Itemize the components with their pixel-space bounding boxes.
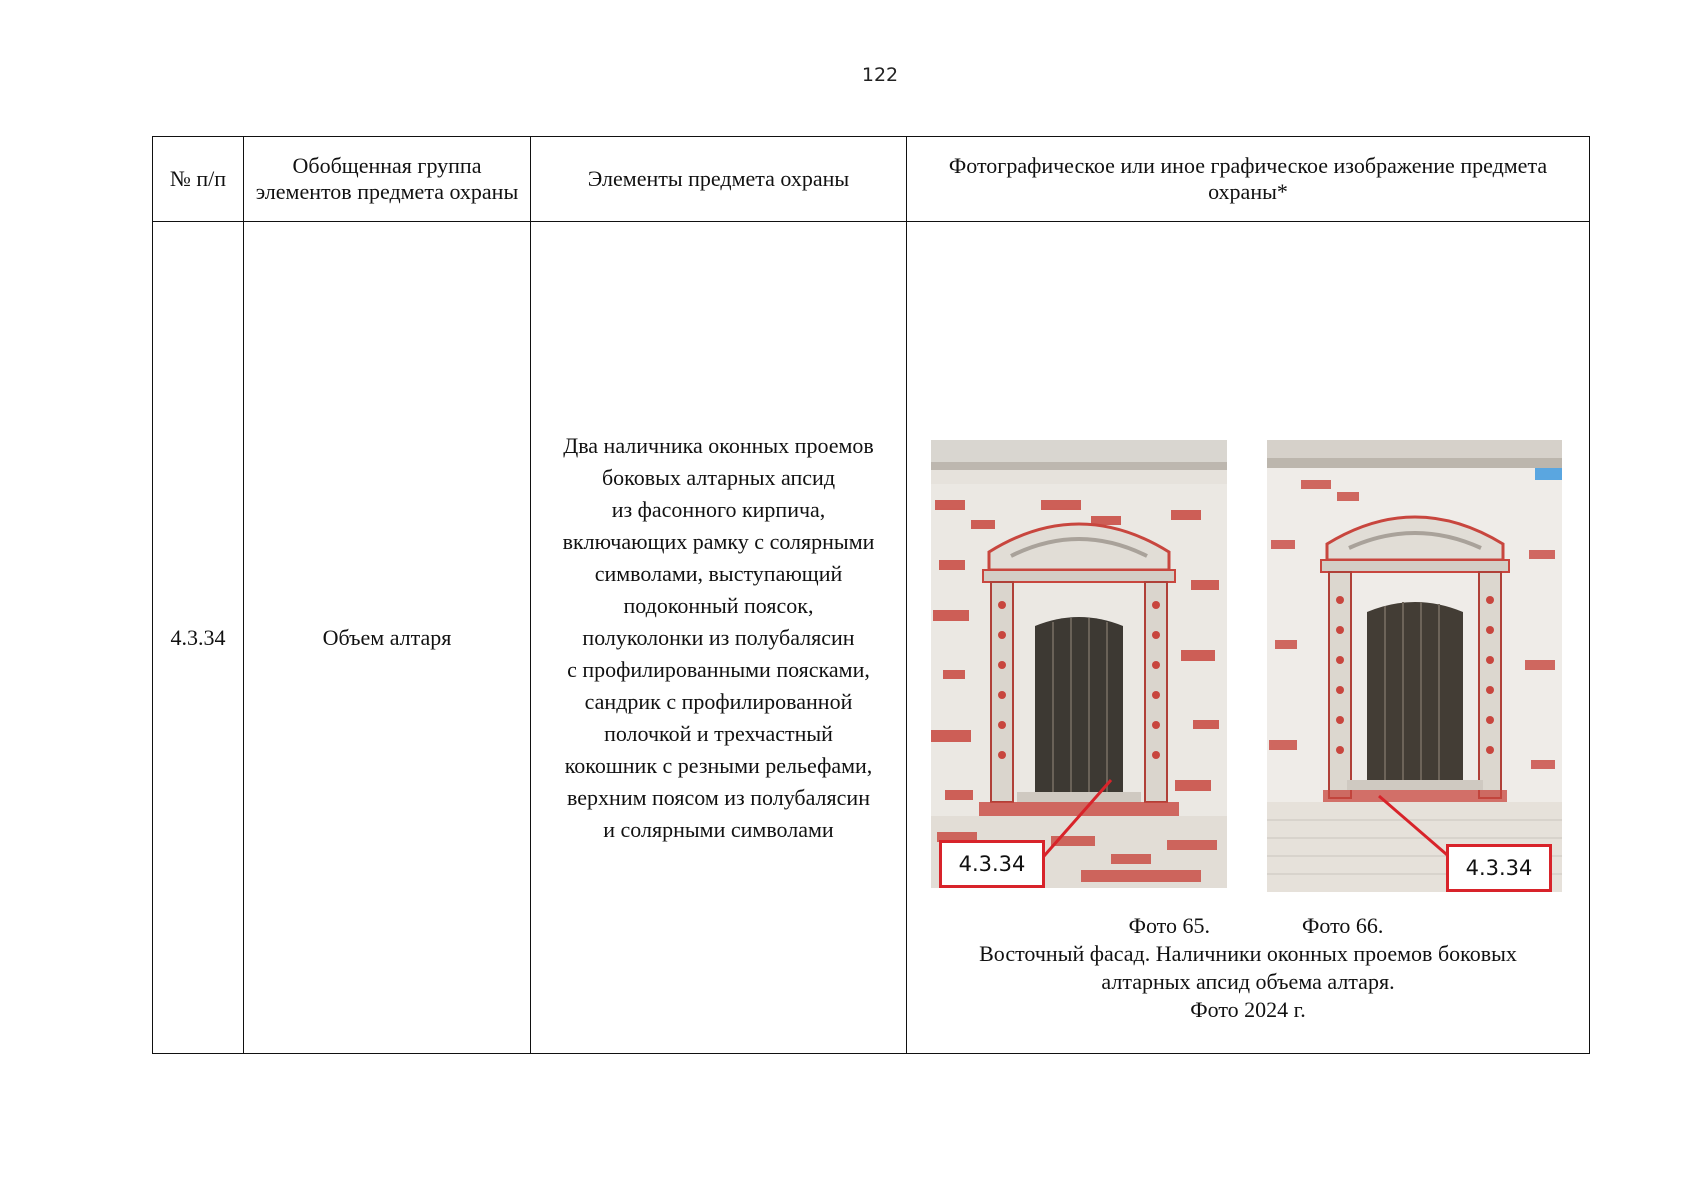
element-number-tag-1: 4.3.34 — [939, 840, 1045, 888]
photo-numbers-row — [907, 912, 1589, 940]
protection-elements-table — [152, 136, 1590, 1054]
row-num: 4.3.34 — [153, 222, 244, 1054]
elements-line: включающих рамку с солярными — [562, 528, 875, 554]
elements-line: из фасонного кирпича, — [611, 496, 826, 522]
row-elements — [531, 222, 907, 1054]
row-images — [907, 222, 1590, 1054]
elements-line: сандрик с профилированной — [584, 688, 853, 714]
caption-line: Фото 2024 г. — [1190, 997, 1306, 1022]
elements-line: полочкой и трехчастный — [604, 720, 833, 746]
table-header-row — [153, 137, 1590, 222]
row-group: Объем алтаря — [244, 222, 531, 1054]
table-row — [153, 222, 1590, 1054]
elements-line: Два наличника оконных проемов — [563, 432, 874, 458]
elements-line: с профилированными поясками, — [567, 656, 870, 682]
page-number: 122 — [861, 64, 899, 86]
header-num: № п/п — [153, 137, 244, 222]
photo-captions — [907, 912, 1589, 1024]
caption-line: Восточный фасад. Наличники оконных проемов боковых — [979, 941, 1517, 966]
header-image: Фотографическое или иное графическое изображение предмета охраны* — [907, 137, 1590, 222]
header-group: Обобщенная группа элементов предмета охраны — [244, 137, 531, 222]
caption-photo-65: Фото 65. — [1128, 913, 1210, 938]
photo-66 — [1267, 440, 1562, 892]
caption-photo-66: Фото 66. — [1302, 913, 1384, 938]
elements-line: кокошник с резными рельефами, — [564, 752, 873, 778]
photo-65 — [931, 440, 1227, 888]
elements-line: и солярными символами — [603, 816, 834, 842]
header-elements: Элементы предмета охраны — [531, 137, 907, 222]
elements-line: символами, выступающий — [594, 560, 843, 586]
elements-line: боковых алтарных апсид — [601, 464, 836, 490]
elements-line: верхним поясом из полубалясин — [567, 784, 870, 810]
window-surround-photo-1 — [931, 440, 1227, 888]
elements-line: подоконный поясок, — [623, 592, 814, 618]
elements-line: полуколонки из полубалясин — [582, 624, 855, 650]
window-surround-photo-2 — [1267, 440, 1562, 892]
element-number-tag-2: 4.3.34 — [1446, 844, 1552, 892]
caption-line: алтарных апсид объема алтаря. — [1101, 969, 1395, 994]
